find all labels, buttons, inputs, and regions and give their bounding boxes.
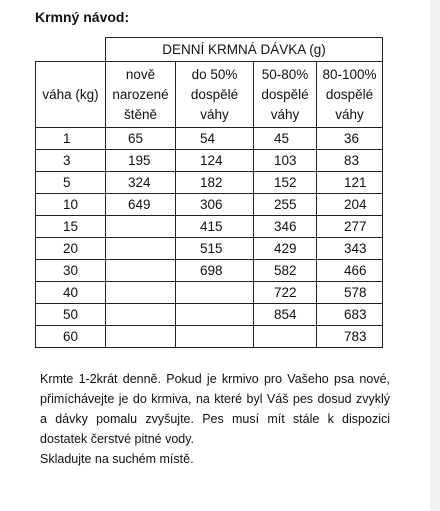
storage-text: Skladujte na suchém místě. [40, 452, 194, 466]
table-row [36, 304, 383, 326]
weight-cell: 15 [36, 216, 106, 238]
ration-cell: 54 [176, 128, 254, 150]
table-row [36, 128, 383, 150]
table-row [36, 282, 383, 304]
ration-cell: 783 [317, 326, 383, 348]
ration-cell: 83 [317, 150, 383, 172]
ration-cell: 343 [317, 238, 383, 260]
ration-cell [176, 282, 254, 304]
weight-cell: 30 [36, 260, 106, 282]
table-row [36, 150, 383, 172]
table-row [36, 326, 383, 348]
ration-cell: 277 [317, 216, 383, 238]
ration-cell: 152 [254, 172, 317, 194]
ration-cell: 582 [254, 260, 317, 282]
ration-cell: 683 [317, 304, 383, 326]
column-header-50-80: 50-80% dospělé váhy [254, 62, 317, 128]
ration-cell: 103 [254, 150, 317, 172]
ration-cell: 649 [106, 194, 176, 216]
column-header-newborn: nově narozené štěně [106, 62, 176, 128]
ration-cell: 324 [106, 172, 176, 194]
ration-cell: 346 [254, 216, 317, 238]
table-row [36, 172, 383, 194]
ration-cell [106, 282, 176, 304]
ration-cell: 854 [254, 304, 317, 326]
ration-cell: 415 [176, 216, 254, 238]
table-row [36, 194, 383, 216]
weight-cell: 60 [36, 326, 106, 348]
table-row [36, 238, 383, 260]
ration-cell: 204 [317, 194, 383, 216]
weight-cell: 3 [36, 150, 106, 172]
ration-cell: 36 [317, 128, 383, 150]
ration-cell: 698 [176, 260, 254, 282]
ration-cell: 429 [254, 238, 317, 260]
column-header-80-100: 80-100% dospělé váhy [317, 62, 383, 128]
weight-cell: 20 [36, 238, 106, 260]
empty-corner-cell [36, 38, 106, 62]
table-row [36, 260, 383, 282]
weight-cell: 1 [36, 128, 106, 150]
ration-cell: 722 [254, 282, 317, 304]
ration-cell [106, 238, 176, 260]
ration-cell [176, 326, 254, 348]
ration-cell: 124 [176, 150, 254, 172]
ration-cell [106, 326, 176, 348]
ration-cell [176, 304, 254, 326]
weight-column-header: váha (kg) [36, 62, 106, 128]
ration-cell: 121 [317, 172, 383, 194]
ration-cell: 182 [176, 172, 254, 194]
ration-cell: 306 [176, 194, 254, 216]
ration-cell: 45 [254, 128, 317, 150]
ration-cell: 65 [106, 128, 176, 150]
column-header-up-to-50: do 50% dospělé váhy [176, 62, 254, 128]
ration-cell [106, 304, 176, 326]
instructions-text: Krmte 1-2krát denně. Pokud je krmivo pro Vašeho psa nové, přimíchávejte je do krmiva, na které byl Váš pes dosud zvyklý a dávky pomalu zvyšujte. Pes musí mít stále k dispozici dostatek čerstvé pitné vody. [40, 372, 390, 446]
ration-cell: 578 [317, 282, 383, 304]
ration-cell [254, 326, 317, 348]
feeding-table [35, 37, 383, 348]
weight-cell: 50 [36, 304, 106, 326]
ration-cell: 466 [317, 260, 383, 282]
daily-ration-header: DENNÍ KRMNÁ DÁVKA (g) [106, 38, 383, 62]
table-row [36, 216, 383, 238]
weight-cell: 10 [36, 194, 106, 216]
ration-cell [106, 216, 176, 238]
weight-cell: 5 [36, 172, 106, 194]
feeding-instructions [40, 369, 390, 469]
ration-cell: 515 [176, 238, 254, 260]
page-title: Krmný návod: [35, 9, 130, 25]
ration-cell [106, 260, 176, 282]
weight-cell: 40 [36, 282, 106, 304]
ration-cell: 195 [106, 150, 176, 172]
ration-cell: 255 [254, 194, 317, 216]
